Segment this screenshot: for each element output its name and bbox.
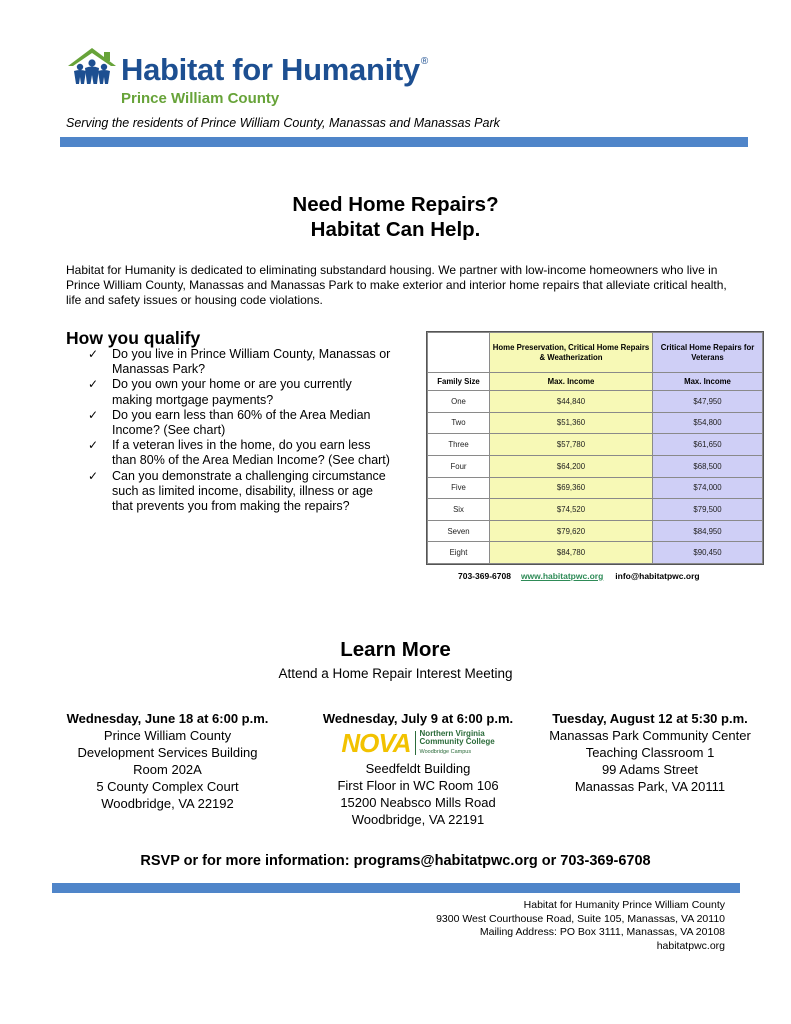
nova-logo-campus: Woodbridge Campus <box>419 748 472 755</box>
meeting-date: Tuesday, August 12 at 5:30 p.m. <box>552 711 748 726</box>
meeting-line: 15200 Neabsco Mills Road <box>340 795 496 810</box>
nova-logo-mark: NOVA <box>341 728 411 758</box>
check-icon: ✓ <box>88 438 99 453</box>
table-row: Six $74,520 $79,500 <box>428 499 763 521</box>
table-row: One $44,840 $47,950 <box>428 391 763 413</box>
list-item: ✓ Do you earn less than 60% of the Area Median Income? (See chart) <box>88 407 371 438</box>
meeting-line: 5 County Complex Court <box>96 779 239 794</box>
table-row: Seven $79,620 $84,950 <box>428 520 763 542</box>
qualify-list <box>88 347 393 514</box>
qualify-heading: How you qualify <box>66 328 201 348</box>
list-item: ✓ Can you demonstrate a challenging circumstance such as limited income, disability, illness or age that prevents you from making the repairs? <box>88 468 386 514</box>
check-icon: ✓ <box>88 407 99 422</box>
nova-logo <box>308 728 528 758</box>
nova-logo-line1: Northern Virginia <box>419 728 485 738</box>
meeting-line: Woodbridge, VA 22192 <box>101 796 234 811</box>
learn-more-heading: Learn More <box>340 638 451 661</box>
col-header-max-income: Max. Income <box>653 373 763 391</box>
contact-email[interactable]: info@habitatpwc.org <box>615 571 700 581</box>
list-item: ✓ Do you live in Prince William County, Manassas or Manassas Park? <box>88 347 391 377</box>
rsvp-line: RSVP or for more information: programs@habitatpwc.org or 703-369-6708 <box>140 853 651 869</box>
col-header-max-income: Max. Income <box>490 373 653 391</box>
org-name: Habitat for Humanity® <box>121 52 428 87</box>
meeting-june <box>60 710 275 812</box>
table-row: Four $64,200 $68,500 <box>428 455 763 477</box>
footer-address <box>436 899 725 953</box>
table-contact-line <box>458 571 700 581</box>
learn-more-subheading: Attend a Home Repair Interest Meeting <box>278 666 513 681</box>
footer-line: Mailing Address: PO Box 3111, Manassas, VA 20108 <box>479 926 725 938</box>
contact-phone: 703-369-6708 <box>458 571 511 581</box>
check-icon: ✓ <box>88 377 99 392</box>
meeting-date: Wednesday, June 18 at 6:00 p.m. <box>66 711 269 726</box>
meeting-august <box>534 710 766 795</box>
footer-line: Habitat for Humanity Prince William County <box>523 899 725 911</box>
page-title-line1: Need Home Repairs? <box>292 193 499 216</box>
meeting-line: Manassas Park Community Center <box>549 728 751 743</box>
meeting-line: Development Services Building <box>77 745 258 760</box>
income-table <box>426 331 764 565</box>
intro-paragraph: Habitat for Humanity is dedicated to eliminating substandard housing. We partner with low-income homeowners who live in Prince William County, Manassas and Manassas Park to make exterior and interior home repairs that alleviate critical health, life and safety issues or housing code violations. <box>66 263 727 307</box>
meeting-line: Teaching Classroom 1 <box>585 745 715 760</box>
registered-mark: ® <box>420 56 428 67</box>
page-title-line2: Habitat Can Help. <box>310 218 481 241</box>
check-icon: ✓ <box>88 468 99 483</box>
table-row: Five $69,360 $74,000 <box>428 477 763 499</box>
bottom-divider-bar <box>52 883 740 893</box>
table-row: Eight $84,780 $90,450 <box>428 542 763 564</box>
list-item: ✓ Do you own your home or are you currently making mortgage payments? <box>88 377 352 407</box>
footer-line: 9300 West Courthouse Road, Suite 105, Manassas, VA 20110 <box>436 912 725 925</box>
nova-logo-line2: Community College <box>419 737 495 747</box>
footer-website-link[interactable]: habitatpwc.org <box>656 939 725 952</box>
tagline: Serving the residents of Prince William County, Manassas and Manassas Park <box>66 116 500 130</box>
table-row: Three $57,780 $61,650 <box>428 434 763 456</box>
meeting-date: Wednesday, July 9 at 6:00 p.m. <box>322 711 514 726</box>
meeting-line: Woodbridge, VA 22191 <box>351 812 485 827</box>
table-row: Two $51,360 $54,800 <box>428 412 763 434</box>
top-divider-bar <box>60 137 748 147</box>
check-icon: ✓ <box>88 347 99 361</box>
website-link[interactable]: www.habitatpwc.org <box>520 571 604 581</box>
meeting-line: Manassas Park, VA 20111 <box>574 779 726 794</box>
meeting-line: Room 202A <box>133 762 202 777</box>
logo <box>66 44 486 114</box>
meeting-line: 99 Adams Street <box>601 762 699 777</box>
meeting-line: Prince William County <box>103 728 232 743</box>
meeting-line: First Floor in WC Room 106 <box>337 778 499 793</box>
col-header-preservation: Home Preservation, Critical Home Repairs & Weatherization <box>490 333 653 373</box>
col-header-family-size: Family Size <box>428 373 490 391</box>
meeting-july <box>308 710 528 828</box>
list-item: ✓ If a veteran lives in the home, do you earn less than 80% of the Area Median Income? (See chart) <box>88 438 390 468</box>
habitat-house-people-icon <box>66 46 118 86</box>
col-header-veterans: Critical Home Repairs for Veterans <box>653 333 763 373</box>
meeting-line: Seedfeldt Building <box>365 761 471 776</box>
org-subtitle: Prince William County <box>121 90 280 107</box>
